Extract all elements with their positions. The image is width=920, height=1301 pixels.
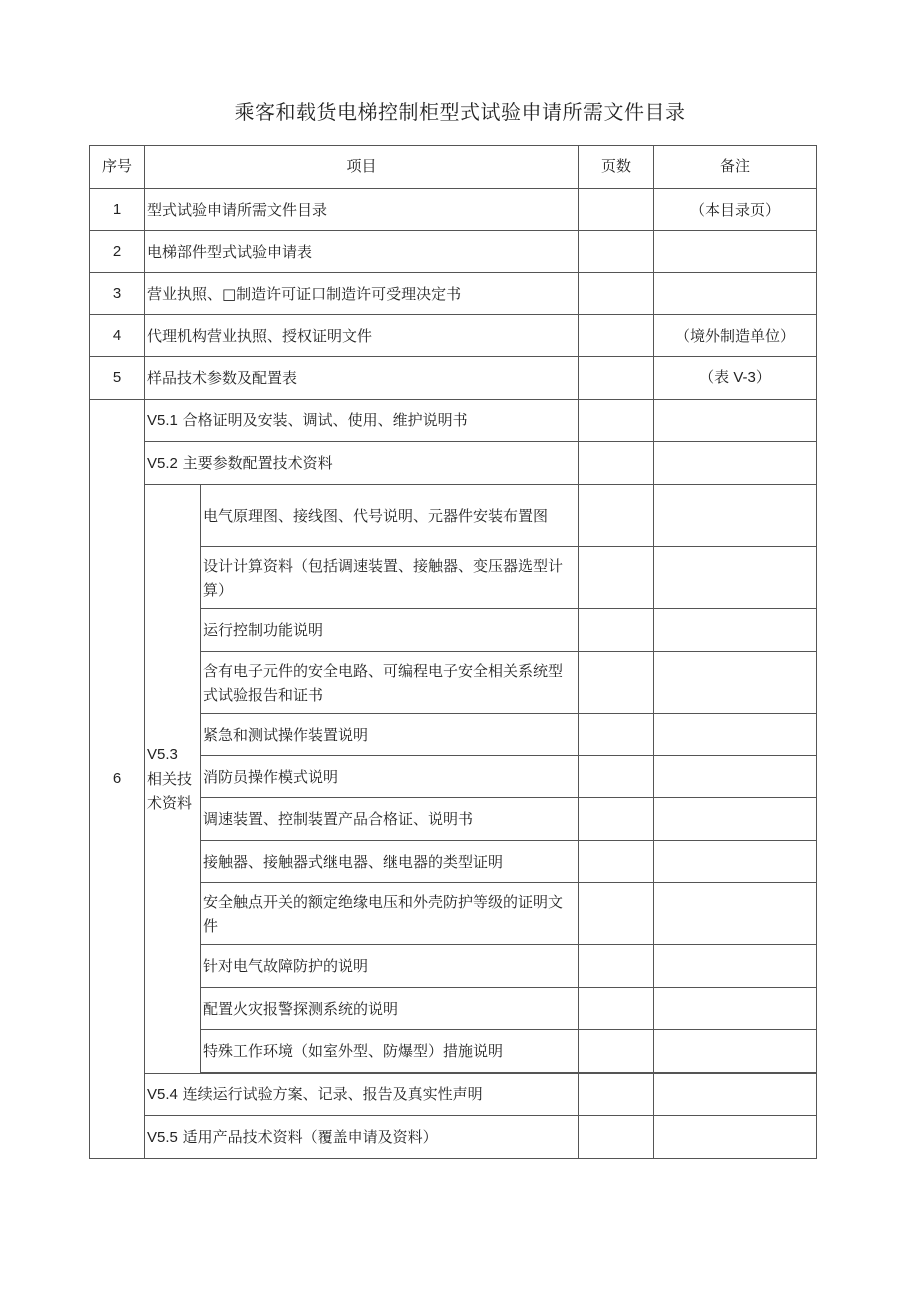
v53-item: 配置火灾报警探测系统的说明 [201,988,579,1030]
row-pages [579,315,654,357]
row-no: 6 [90,400,145,1159]
v52-code: V5.2 [147,454,178,472]
v53-item: 设计计算资料（包括调速装置、接触器、变压器选型计算） [201,547,579,609]
table-row [90,315,817,357]
row-pages [579,609,654,652]
document-title: 乘客和载货电梯控制柜型式试验申请所需文件目录 [234,100,686,124]
v53-item: 含有电子元件的安全电路、可编程电子安全相关系统型式试验报告和证书 [201,652,579,714]
row-item: 代理机构营业执照、授权证明文件 [145,315,579,357]
row-remark [654,1116,817,1159]
row-pages [579,714,654,756]
v54-item [145,1074,579,1116]
row-remark: （境外制造单位） [654,315,817,357]
row-remark [654,714,817,756]
row-remark [654,442,817,485]
v51-code: V5.1 [147,412,178,429]
table-header-row [90,146,817,189]
row-item: 营业执照、□制造许可证口制造许可受理决定书 [145,273,579,315]
v53-item: 调速装置、控制装置产品合格证、说明书 [201,798,579,841]
row-no: 4 [90,315,145,357]
row-no: 5 [90,357,145,400]
row-pages [579,547,654,609]
row-pages [579,231,654,273]
table-row [90,273,817,315]
row-pages [579,841,654,883]
v53-item: 运行控制功能说明 [201,609,579,652]
v53-item: 特殊工作环境（如室外型、防爆型）措施说明 [201,1030,579,1073]
row-pages [579,945,654,988]
v53-item: 电气原理图、接线图、代号说明、元器件安装布置图 [201,485,579,547]
table-row [90,231,817,273]
document-directory-table [89,145,817,1159]
row-remark [654,945,817,988]
table-row [90,1074,817,1116]
row-remark [654,273,817,315]
row-remark [654,485,817,547]
row-pages [579,442,654,485]
v53-item: 针对电气故障防护的说明 [201,945,579,988]
row-pages [579,1074,654,1116]
table-row [90,485,817,547]
row-pages [579,357,654,400]
row-item: 型式试验申请所需文件目录 [145,189,579,231]
row-remark [654,1030,817,1073]
row-remark [654,756,817,798]
row-remark [654,988,817,1030]
row-item: 电梯部件型式试验申请表 [145,231,579,273]
v54-code: V5.4 [147,1086,178,1103]
table-row [90,189,817,231]
v55-text: 适用产品技术资料（覆盖申请及资料） [182,1127,438,1146]
row-pages [579,756,654,798]
v53-item: 接触器、接触器式继电器、继电器的类型证明 [201,841,579,883]
table-row [90,442,817,485]
row-remark [654,841,817,883]
row-pages [579,485,654,547]
row-pages [579,1116,654,1159]
row-pages [579,883,654,945]
v52-item [145,442,579,485]
row-remark [654,1074,817,1116]
row-pages [579,400,654,442]
v55-code: V5.5 [147,1128,178,1146]
row-pages [579,988,654,1030]
row-pages [579,652,654,714]
row-pages [579,273,654,315]
header-item: 项目 [145,146,579,189]
row-no: 2 [90,231,145,273]
header-remark: 备注 [654,146,817,189]
v53-label [145,485,201,1074]
v55-item [145,1116,579,1159]
row-remark [654,883,817,945]
row-remark [654,231,817,273]
v53-code: V5.3 [147,746,178,763]
v52-text: 主要参数配置技术资料 [182,453,333,472]
row-no: 3 [90,273,145,315]
table-row [90,357,817,400]
row-item: 样品技术参数及配置表 [145,357,579,400]
row-remark: （本目录页） [654,189,817,231]
row-remark [654,547,817,609]
row-pages [579,189,654,231]
v53-item: 安全触点开关的额定绝缘电压和外壳防护等级的证明文件 [201,883,579,945]
row-no: 1 [90,189,145,231]
row-remark: （表 V-3） [654,357,817,400]
row-remark [654,609,817,652]
header-no: 序号 [90,146,145,189]
row-remark [654,400,817,442]
row-remark [654,798,817,841]
table-row [90,1116,817,1159]
v51-text: 合格证明及安装、调试、使用、维护说明书 [182,411,468,429]
v54-text: 连续运行试验方案、记录、报告及真实性声明 [182,1085,483,1103]
v53-item: 消防员操作模式说明 [201,756,579,798]
header-pages: 页数 [579,146,654,189]
v53-label-line1: 相关技 [147,770,193,788]
row-pages [579,1030,654,1073]
row-remark [654,652,817,714]
table-row [90,400,817,442]
row-pages [579,798,654,841]
v53-label-line2: 术资料 [147,794,193,812]
v53-item: 紧急和测试操作装置说明 [201,714,579,756]
v51-item [145,400,579,442]
